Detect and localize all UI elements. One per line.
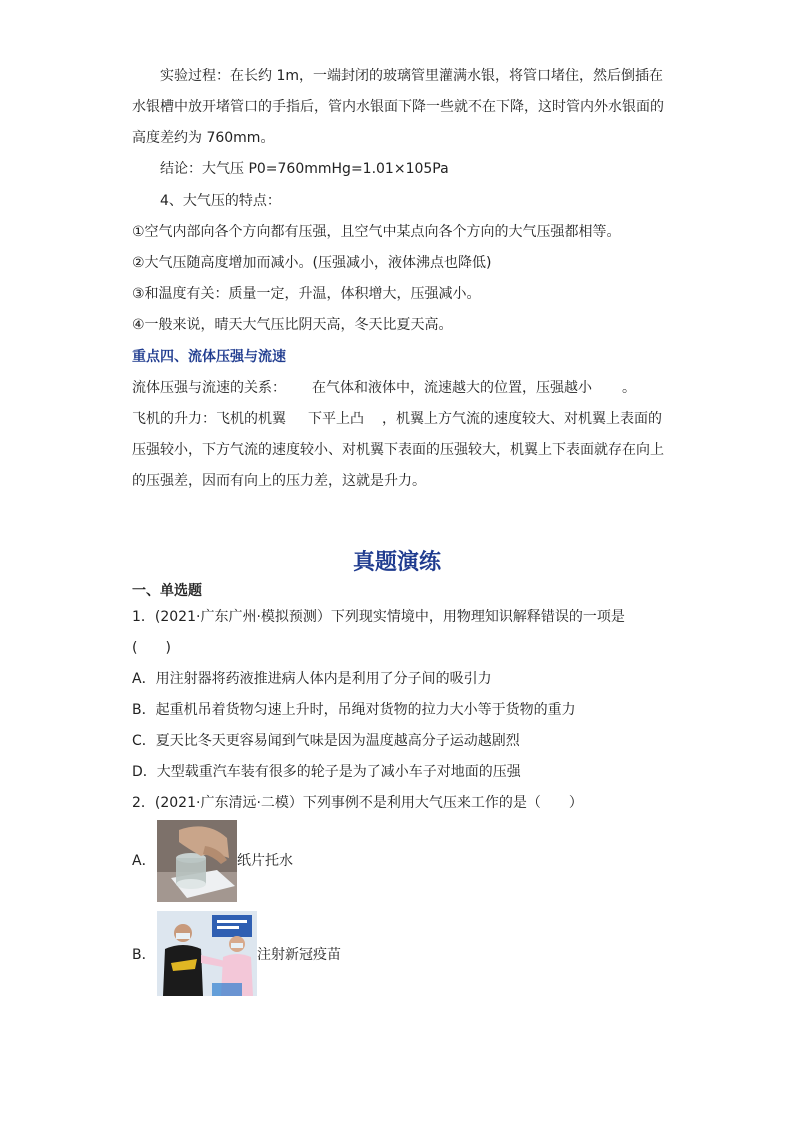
lift-a: 飞机的升力：飞机的机翼 <box>132 411 286 427</box>
lift-b: 下平上凸 <box>308 411 364 427</box>
feature-item: ③和温度有关：质量一定，升温，体积增大，压强减小。 <box>132 286 481 302</box>
experiment-line-3: 高度差约为 760mm。 <box>132 130 275 146</box>
lift-line-1 <box>132 409 662 429</box>
relation-end: 。 <box>622 380 636 396</box>
relation-text: 在气体和液体中，流速越大的位置，压强越小 <box>312 380 592 396</box>
feature-item: ①空气内部向各个方向都有压强，且空气中某点向各个方向的大气压强都相等。 <box>132 224 621 240</box>
experiment-line-2: 水银槽中放开堵管口的手指后，管内水银面下降一些就不在下降，这时管内外水银面的 <box>132 99 664 115</box>
subsection-title: 一、单选题 <box>132 583 202 599</box>
q2-option-b-letter: B． <box>132 947 156 963</box>
features-title: 4、大气压的特点： <box>160 193 281 209</box>
feature-item: ②大气压随高度增加而减小。(压强减小，液体沸点也降低) <box>132 255 492 271</box>
q2-option-a-letter: A． <box>132 853 156 869</box>
question-2-stem: 2．(2021·广东清远·二模）下列事例不是利用大气压来工作的是（ ） <box>132 795 583 811</box>
q2-option-a-text: 纸片托水 <box>237 853 293 869</box>
question-1-stem: 1．(2021·广东广州·模拟预测）下列现实情境中，用物理知识解释错误的一项是 <box>132 609 625 625</box>
option-c: C．夏天比冬天更容易闻到气味是因为温度越高分子运动越剧烈 <box>132 733 520 749</box>
vaccine-injection-photo <box>157 911 257 996</box>
option-b: B．起重机吊着货物匀速上升时，吊绳对货物的拉力大小等于货物的重力 <box>132 702 576 718</box>
q2-option-b-text: 注射新冠疫苗 <box>257 947 341 963</box>
relation-line <box>132 378 636 398</box>
paper-holding-water-photo <box>157 820 237 902</box>
key-point-title: 重点四、流体压强与流速 <box>132 349 286 365</box>
lift-c: ，机翼上方气流的速度较大、对机翼上表面的 <box>382 411 662 427</box>
question-1-blank: ( ) <box>132 640 171 656</box>
option-a: A．用注射器将药液推进病人体内是利用了分子间的吸引力 <box>132 671 492 687</box>
lift-line-3: 的压强差，因而有向上的压力差，这就是升力。 <box>132 473 426 489</box>
relation-label: 流体压强与流速的关系： <box>132 380 286 396</box>
section-title: 真题演练 <box>352 549 441 575</box>
experiment-line-1: 实验过程：在长约 1m，一端封闭的玻璃管里灌满水银，将管口堵住，然后倒插在 <box>160 68 663 84</box>
lift-line-2: 压强较小，下方气流的速度较小、对机翼下表面的压强较大，机翼上下表面就存在向上 <box>132 442 664 458</box>
feature-item: ④一般来说，晴天大气压比阴天高，冬天比夏天高。 <box>132 317 453 333</box>
option-d: D．大型载重汽车装有很多的轮子是为了减小车子对地面的压强 <box>132 764 521 780</box>
conclusion: 结论：大气压 P0=760mmHg=1.01×105Pa <box>160 161 449 177</box>
